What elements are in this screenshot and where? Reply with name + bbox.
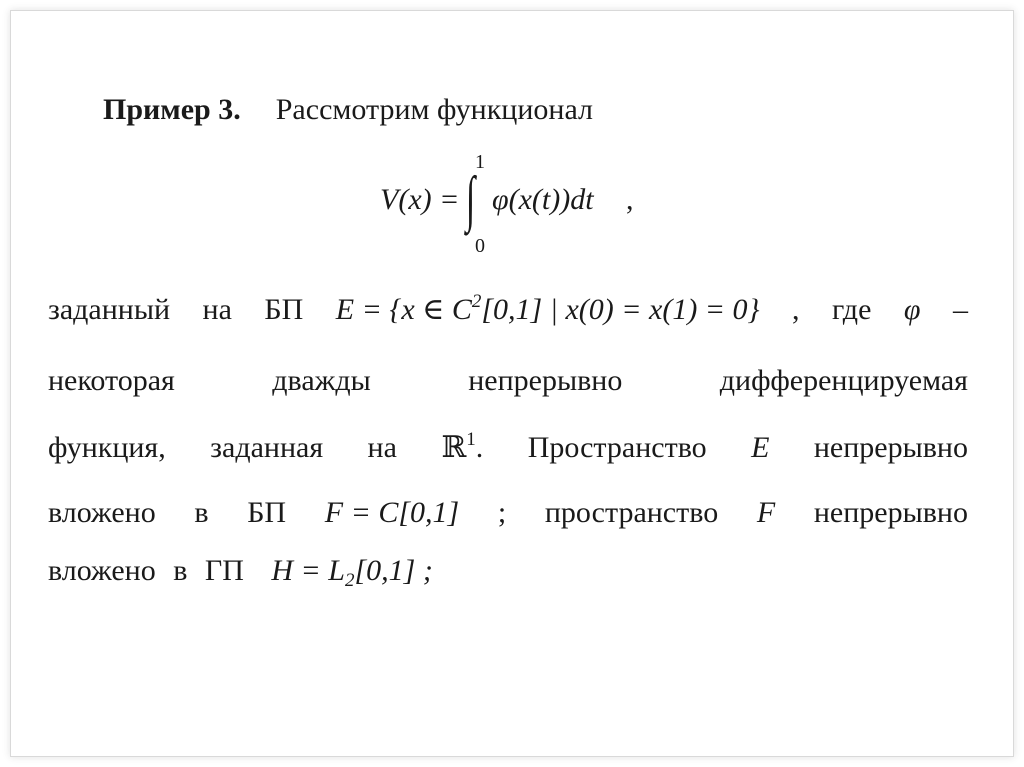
word: непрерывно [468,364,623,397]
equation-H: $H = L_2[0,1]$ ; [271,554,433,591]
word: заданная [210,431,324,464]
formula-upper-limit: 1 [475,151,485,173]
word: функция, [48,431,166,464]
phi-symbol: φ [903,293,921,326]
set-definition: E = {x ∈ $C^2[0,1]$ | x(0) = x(1) = 0} [335,291,760,326]
example-heading [103,95,593,125]
example-intro: Рассмотрим функционал [275,93,594,126]
word: непрерывно [813,431,968,464]
example-label: Пример 3. [103,93,241,126]
formula-trailing-comma: , [626,183,634,216]
text-line-6 [48,498,968,528]
word: на [367,431,397,464]
word: заданный [48,293,171,326]
word: непрерывно [813,496,968,529]
word: в [173,554,188,587]
word: дифференцируемая [719,364,968,397]
integral-sign: ∫ [465,165,476,233]
word: пространство [544,496,719,529]
comma: , [792,293,800,326]
text-line-5 [48,430,968,463]
reals-symbol: ℝ$^1$. [441,429,484,464]
formula-lhs: V(x) = [380,183,460,216]
word: вложено [48,554,156,587]
word: где [832,293,872,326]
text-line-3 [48,292,968,325]
formula-integrand: φ(x(t))dt [492,183,594,216]
equation-F: F = C[0,1] [324,496,460,529]
text-line-4 [48,366,968,396]
word: БП [247,496,287,529]
dash: – [952,293,968,326]
word: вложено [48,496,156,529]
word: ГП [204,554,244,587]
word: Пространство [527,431,707,464]
text-line-7 [48,556,433,590]
semicolon: ; [497,496,507,529]
space-F: F [756,496,776,529]
word: БП [264,293,304,326]
word: некоторая [48,364,175,397]
space-E: E [751,431,770,464]
formula-lower-limit: 0 [475,235,485,257]
word: на [202,293,232,326]
word: в [194,496,209,529]
word: дважды [272,364,371,397]
